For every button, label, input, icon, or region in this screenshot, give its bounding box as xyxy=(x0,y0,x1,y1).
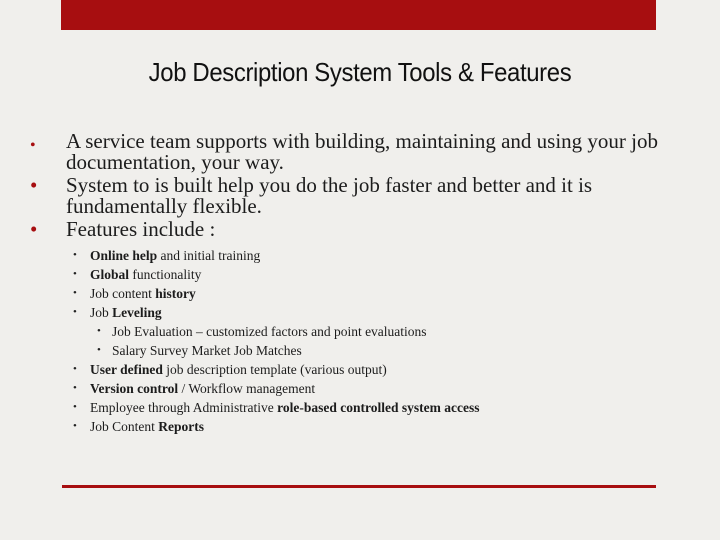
features-list xyxy=(30,246,690,436)
feature-text: Job Evaluation – customized factors and point evaluations xyxy=(112,324,427,339)
bullet-features-include xyxy=(30,219,690,240)
feature-text: Job xyxy=(90,305,113,320)
bullet-text: System to is built help you do the job faster and better and it is fundamentally flexible. xyxy=(66,173,593,218)
feature-text: Job Content xyxy=(90,419,159,434)
feature-text: Job content xyxy=(90,286,156,301)
feature-version-control xyxy=(30,379,690,398)
bullet-system-built xyxy=(30,175,690,217)
feature-bold-text: Leveling xyxy=(112,305,162,320)
top-accent-bar xyxy=(61,0,656,30)
bottom-divider xyxy=(62,485,656,488)
bullet-icon: • xyxy=(30,217,38,241)
bullet-icon: • xyxy=(73,287,77,299)
bullet-icon: • xyxy=(97,344,101,356)
bullet-icon: • xyxy=(73,363,77,375)
feature-employee-access xyxy=(30,398,690,417)
bullet-icon: • xyxy=(73,249,77,261)
bullet-icon: • xyxy=(73,401,77,413)
bullet-icon: • xyxy=(30,173,38,197)
bullet-icon: • xyxy=(30,137,36,154)
feature-text: functionality xyxy=(129,267,202,282)
bullet-service-team xyxy=(30,131,690,173)
leveling-sub-salary-survey xyxy=(30,341,690,360)
feature-global xyxy=(30,265,690,284)
feature-history xyxy=(30,284,690,303)
leveling-sub-job-evaluation xyxy=(30,322,690,341)
feature-reports xyxy=(30,417,690,436)
bullet-icon: • xyxy=(73,306,77,318)
feature-text: / Workflow management xyxy=(178,381,316,396)
bullet-text: Features include : xyxy=(66,217,216,241)
feature-bold-text: role-based controlled system access xyxy=(277,400,480,415)
feature-text: job description template (various output) xyxy=(162,362,387,377)
bullet-icon: • xyxy=(73,268,77,280)
bullet-icon: • xyxy=(73,420,77,432)
feature-text: Salary Survey Market Job Matches xyxy=(112,343,302,358)
bullet-text: A service team supports with building, maintaining and using your job documentation, your way. xyxy=(66,129,659,174)
bullet-icon: • xyxy=(97,325,101,337)
slide-title: Job Description System Tools & Features xyxy=(148,57,572,87)
feature-text: Employee through Administrative xyxy=(90,400,278,415)
bullet-icon: • xyxy=(73,382,77,394)
feature-text: and initial training xyxy=(157,248,261,263)
feature-bold-text: Online help xyxy=(90,248,158,263)
feature-user-defined xyxy=(30,360,690,379)
feature-bold-text: Global xyxy=(90,267,130,282)
bullet-list xyxy=(30,131,690,436)
feature-bold-text: Version control xyxy=(90,381,179,396)
feature-bold-text: Reports xyxy=(158,419,205,434)
feature-online-help xyxy=(30,246,690,265)
feature-bold-text: User defined xyxy=(90,362,163,377)
feature-bold-text: history xyxy=(155,286,196,301)
feature-leveling xyxy=(30,303,690,322)
